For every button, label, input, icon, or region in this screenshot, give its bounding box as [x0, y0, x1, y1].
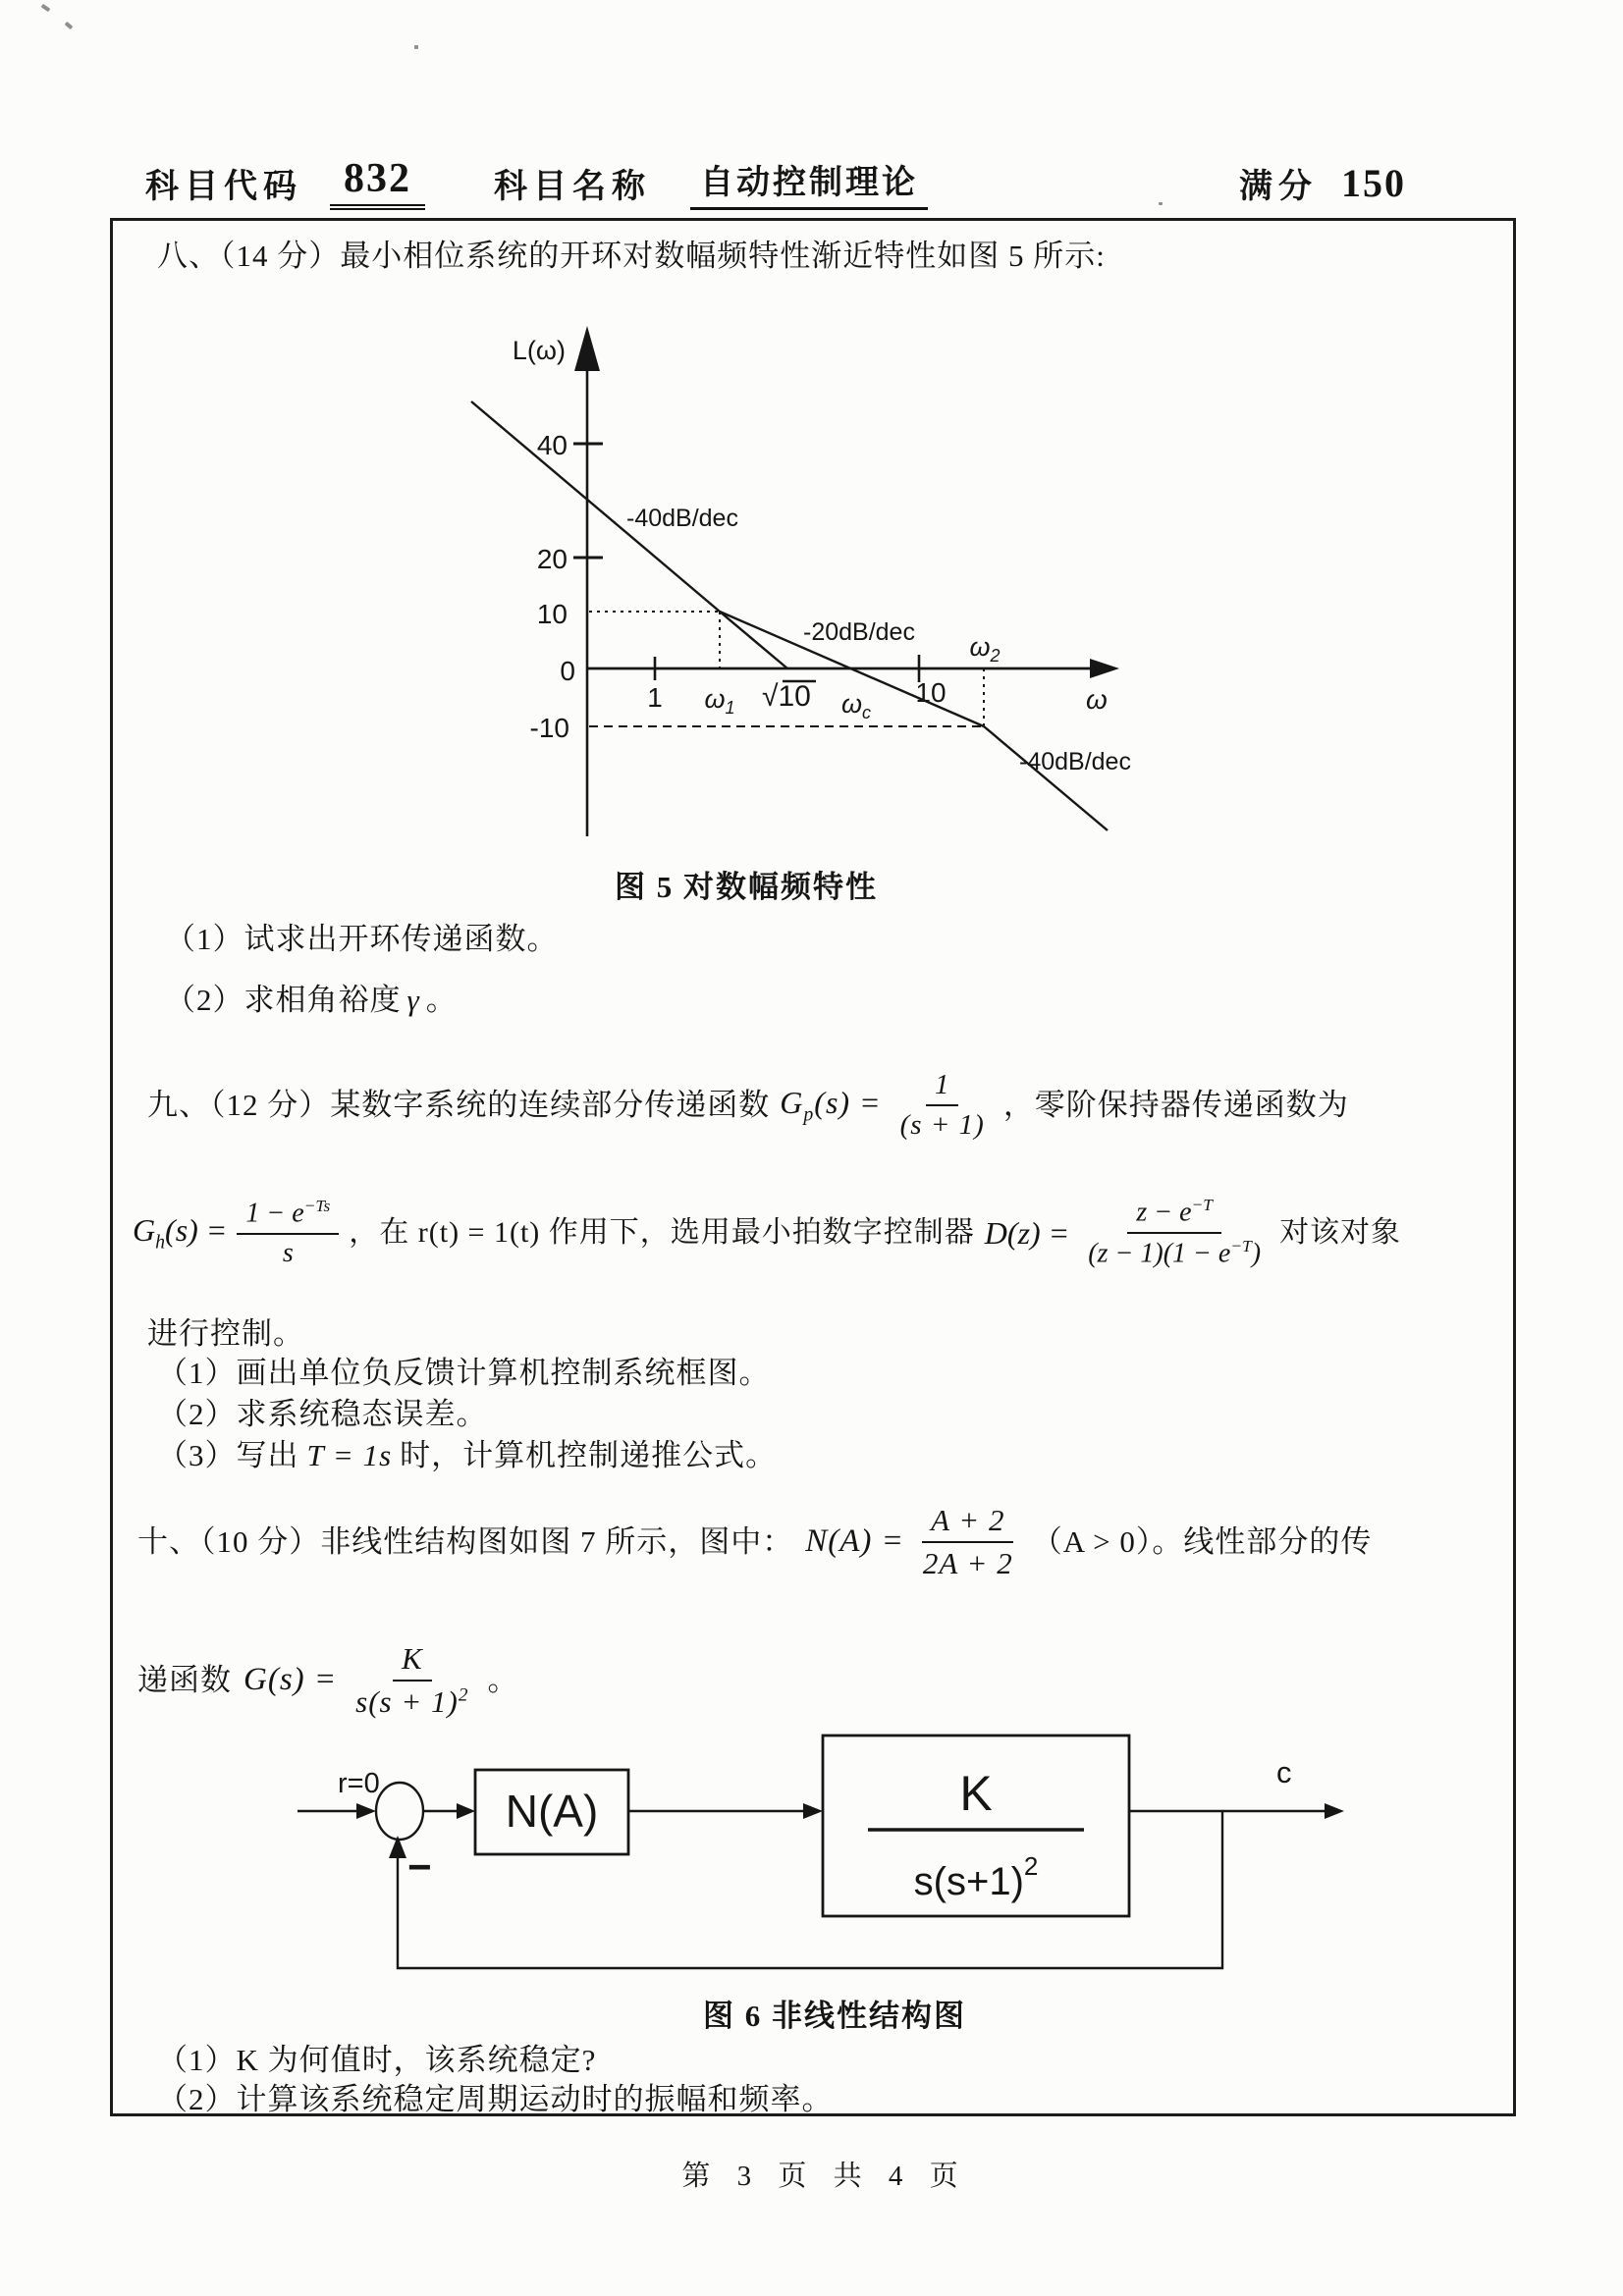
q10-gs-pre-text: 递函数 — [137, 1662, 232, 1697]
fig5-xtick-sqrt10: √10 — [762, 680, 811, 713]
q9-dz-fraction — [1079, 1196, 1270, 1269]
q9-after-dz-text: 对该对象 — [1279, 1216, 1402, 1250]
fig5-bode-plot — [314, 316, 1159, 856]
q9-item2: （2）求系统稳态误差。 — [157, 1397, 488, 1431]
scan-speck — [41, 4, 51, 12]
q9-item3 — [157, 1437, 777, 1475]
q10-item2: （2）计算该系统稳定周期运动时的振幅和频率。 — [157, 2082, 834, 2116]
fig6-arrowhead-icon — [356, 1803, 376, 1819]
fig5-xtick-1: 1 — [647, 682, 663, 713]
q9-gh-denominator: s — [282, 1237, 294, 1268]
q9-gh-lhs: $G_h(s)$ = — [133, 1211, 228, 1254]
q9-title-line — [147, 1058, 1349, 1152]
q8-item2 — [165, 982, 458, 1020]
q9-gh-numerator: $1 - e^{-Ts}$ — [237, 1197, 339, 1235]
fig5-x-axis-label: ω — [1086, 684, 1108, 715]
q9-item3-pre: （3）写出 — [157, 1438, 299, 1472]
fig5-xtick-10: 10 — [915, 677, 947, 708]
q10-na-fraction — [914, 1503, 1022, 1580]
fig6-plant-numerator: K — [959, 1766, 993, 1821]
q8-title: 八、（14 分）最小相位系统的开环对数幅频特性渐近特性如图 5 所示: — [157, 239, 1106, 273]
q10-na-lhs: N(A) = — [805, 1523, 904, 1560]
fig6-summing-junction — [376, 1783, 423, 1840]
q10-item1: （1）K 为何值时，该系统稳定? — [157, 2043, 597, 2077]
q10-na-numerator: A + 2 — [922, 1503, 1013, 1543]
q9-lead-text: 九、（12 分）某数字系统的连续部分传递函数 — [147, 1087, 771, 1122]
q9-gh-fraction — [237, 1197, 339, 1269]
fig5-y-axis-arrow-icon — [574, 326, 600, 371]
q8-item2-text: （2）求相角裕度 — [165, 983, 402, 1017]
q8-item2-period: 。 — [425, 983, 458, 1017]
q9-gp-denominator: (s + 1) — [899, 1109, 985, 1141]
fig5-x-axis-arrow-icon — [1090, 659, 1119, 678]
q9-item1: （1）画出单位负反馈计算机控制系统框图。 — [157, 1356, 771, 1390]
q9-dz-numerator: $z - e^{-T}$ — [1127, 1196, 1221, 1234]
q10-na-denominator: 2A + 2 — [922, 1546, 1013, 1580]
q9-item3-post: 时，计算机控制递推公式。 — [400, 1438, 778, 1472]
subject-code-value: 832 — [330, 155, 425, 210]
q10-title-line — [137, 1484, 1372, 1600]
q9-cont: 进行控制。 — [147, 1316, 304, 1351]
q8-item2-gamma: γ — [406, 983, 420, 1017]
q9-after-gp-text: ，零阶保持器传递函数为 — [1002, 1087, 1349, 1122]
fig6-c-label: c — [1276, 1755, 1292, 1789]
fig6-minus-sign: − — [407, 1843, 432, 1890]
fig5-ytick-40: 40 — [536, 430, 568, 460]
fig6-r-label: r=0 — [338, 1768, 380, 1799]
full-score-value: 150 — [1341, 160, 1406, 205]
fig5-slope3-label: -40dB/dec — [1019, 748, 1131, 775]
fig5-ytick-0: 0 — [560, 656, 575, 686]
full-score-label: 满分 — [1239, 168, 1318, 205]
fig6-plant-denominator: $s(s+1)^2$ — [913, 1851, 1039, 1903]
q10-gs-numerator: K — [393, 1641, 432, 1682]
fig6-arrowhead-icon — [803, 1803, 823, 1819]
fig5-xtick-omega2: $\omega_2$ — [969, 632, 1001, 666]
fig5-ytick-20: 20 — [536, 544, 568, 574]
subject-name-value: 自动控制理论 — [690, 155, 928, 210]
q9-item3-math: T = 1s — [306, 1438, 393, 1472]
q10-gs-denominator: $s(s + 1)^2$ — [355, 1684, 469, 1719]
fig5-xtick-omega1: $\omega_1$ — [704, 684, 735, 718]
fig6-arrowhead-icon — [457, 1803, 475, 1819]
scan-speck — [65, 22, 74, 29]
q9-gp-numerator: 1 — [926, 1069, 959, 1106]
q10-lead-text: 十、（10 分）非线性结构图如图 7 所示，图中： — [137, 1523, 794, 1559]
fig5-y-axis-label: L(ω) — [512, 336, 566, 365]
q10-gs-period: 。 — [487, 1662, 519, 1697]
subject-code-label: 科目代码 — [145, 168, 302, 205]
fig5-xtick-omegac: $\omega_c$ — [840, 689, 872, 722]
scan-speck — [1159, 202, 1163, 205]
q9-gp-fraction — [892, 1069, 994, 1143]
scan-speck — [414, 45, 418, 49]
page-footer: 第 3 页 共 4 页 — [681, 2161, 968, 2192]
subject-name-label: 科目名称 — [494, 168, 651, 205]
q9-gh-line — [133, 1176, 1401, 1290]
fig6-na-label: N(A) — [505, 1786, 599, 1837]
fig6-caption: 图 6 非线性结构图 — [703, 1999, 966, 2033]
fig5-slope1-label: -40dB/dec — [626, 505, 738, 532]
fig5-caption: 图 5 对数幅频特性 — [615, 870, 878, 904]
fig5-segment-40dbdec-2 — [984, 726, 1108, 830]
q10-gs-lhs: G(s) = — [243, 1662, 338, 1698]
q8-item1: （1）试求出开环传递函数。 — [165, 922, 559, 956]
q9-mid-text: ，在 r(t) = 1(t) 作用下，选用最小拍数字控制器 — [349, 1216, 975, 1250]
fig5-ytick-minus10: -10 — [529, 713, 569, 743]
fig6-block-diagram — [275, 1726, 1375, 2001]
q9-dz-lhs: D(z) = — [984, 1214, 1070, 1251]
q10-gs-line — [137, 1622, 518, 1739]
fig5-ytick-10: 10 — [536, 599, 568, 629]
fig5-segment-40dbdec-ext — [720, 612, 787, 668]
q9-gp-lhs: $G_p(s)$ = — [780, 1085, 882, 1126]
q10-after-na-text: （A > 0）。线性部分的传 — [1031, 1523, 1373, 1559]
full-score — [1239, 155, 1406, 210]
q10-gs-fraction — [347, 1641, 477, 1719]
fig6-arrowhead-icon — [1325, 1803, 1344, 1819]
header — [145, 155, 928, 210]
fig5-slope2-label: -20dB/dec — [803, 618, 915, 646]
q9-dz-denominator: $(z - 1)(1 - e^{-T})$ — [1088, 1237, 1262, 1269]
